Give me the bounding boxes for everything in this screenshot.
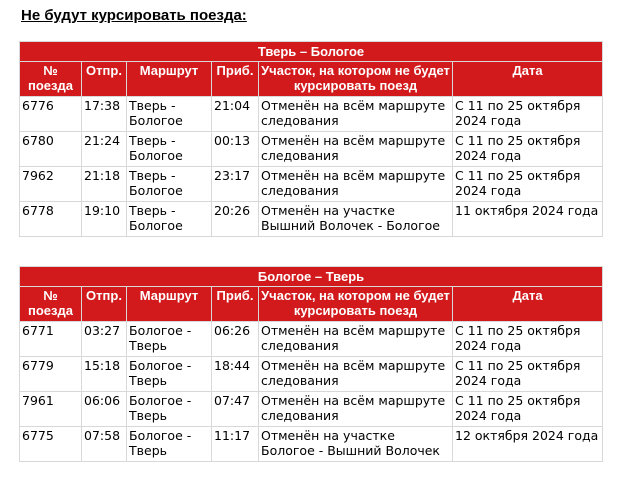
cell-departure: 15:18 — [82, 357, 126, 391]
cell-departure: 21:18 — [82, 167, 126, 201]
table-row — [20, 392, 602, 426]
cell-section: Отменён на всём маршруте следования — [259, 97, 452, 131]
column-header-number: № поезда — [20, 62, 81, 96]
cell-route: Бологое - Тверь — [127, 392, 211, 426]
cell-date: С 11 по 25 октября 2024 года — [453, 357, 602, 391]
column-header-departure: Отпр. — [82, 62, 126, 96]
column-header-departure: Отпр. — [82, 287, 126, 321]
cell-arrival: 00:13 — [212, 132, 258, 166]
cell-date: 12 октября 2024 года — [453, 427, 602, 461]
table-row — [20, 97, 602, 131]
cell-date: С 11 по 25 октября 2024 года — [453, 322, 602, 356]
cell-number: 7962 — [20, 167, 81, 201]
cell-arrival: 21:04 — [212, 97, 258, 131]
cell-number: 7961 — [20, 392, 81, 426]
cell-route: Тверь - Бологое — [127, 97, 211, 131]
cell-arrival: 20:26 — [212, 202, 258, 236]
table-caption: Тверь – Бологое — [20, 42, 602, 61]
cell-departure: 06:06 — [82, 392, 126, 426]
cell-route: Бологое - Тверь — [127, 322, 211, 356]
cell-departure: 21:24 — [82, 132, 126, 166]
cell-route: Тверь - Бологое — [127, 202, 211, 236]
column-header-number: № поезда — [20, 287, 81, 321]
cell-route: Тверь - Бологое — [127, 167, 211, 201]
table-caption: Бологое – Тверь — [20, 267, 602, 286]
cell-route: Бологое - Тверь — [127, 427, 211, 461]
cell-departure: 17:38 — [82, 97, 126, 131]
cell-date: С 11 по 25 октября 2024 года — [453, 167, 602, 201]
cell-number: 6778 — [20, 202, 81, 236]
column-header-arrival: Приб. — [212, 62, 258, 96]
cell-number: 6776 — [20, 97, 81, 131]
table-row — [20, 167, 602, 201]
column-header-section: Участок, на котором не будет курсировать поезд — [259, 62, 452, 96]
cell-date: С 11 по 25 октября 2024 года — [453, 392, 602, 426]
cell-number: 6775 — [20, 427, 81, 461]
cell-route: Бологое - Тверь — [127, 357, 211, 391]
cell-section: Отменён на участке Бологое - Вышний Волочек — [259, 427, 452, 461]
cell-departure: 07:58 — [82, 427, 126, 461]
cell-section: Отменён на всём маршруте следования — [259, 167, 452, 201]
cell-arrival: 11:17 — [212, 427, 258, 461]
column-header-route: Маршрут — [127, 62, 211, 96]
column-header-date: Дата — [453, 62, 602, 96]
cell-route: Тверь - Бологое — [127, 132, 211, 166]
schedule-table-bologoe-tver — [19, 266, 603, 462]
cell-arrival: 23:17 — [212, 167, 258, 201]
table-row — [20, 202, 602, 236]
page-title: Не будут курсировать поезда: — [21, 7, 247, 24]
cell-section: Отменён на всём маршруте следования — [259, 132, 452, 166]
cell-departure: 19:10 — [82, 202, 126, 236]
table-row — [20, 132, 602, 166]
cell-section: Отменён на участке Вышний Волочек - Бологое — [259, 202, 452, 236]
cell-number: 6780 — [20, 132, 81, 166]
cell-number: 6779 — [20, 357, 81, 391]
table-row — [20, 427, 602, 461]
cell-section: Отменён на всём маршруте следования — [259, 322, 452, 356]
cell-arrival: 18:44 — [212, 357, 258, 391]
table-row — [20, 357, 602, 391]
cell-date: С 11 по 25 октября 2024 года — [453, 97, 602, 131]
column-header-date: Дата — [453, 287, 602, 321]
column-header-arrival: Приб. — [212, 287, 258, 321]
schedule-table-tver-bologoe — [19, 41, 603, 237]
table-row — [20, 322, 602, 356]
cell-departure: 03:27 — [82, 322, 126, 356]
cell-section: Отменён на всём маршруте следования — [259, 357, 452, 391]
cell-date: С 11 по 25 октября 2024 года — [453, 132, 602, 166]
column-header-route: Маршрут — [127, 287, 211, 321]
cell-arrival: 07:47 — [212, 392, 258, 426]
column-header-section: Участок, на котором не будет курсировать поезд — [259, 287, 452, 321]
cell-date: 11 октября 2024 года — [453, 202, 602, 236]
cell-section: Отменён на всём маршруте следования — [259, 392, 452, 426]
cell-arrival: 06:26 — [212, 322, 258, 356]
cell-number: 6771 — [20, 322, 81, 356]
